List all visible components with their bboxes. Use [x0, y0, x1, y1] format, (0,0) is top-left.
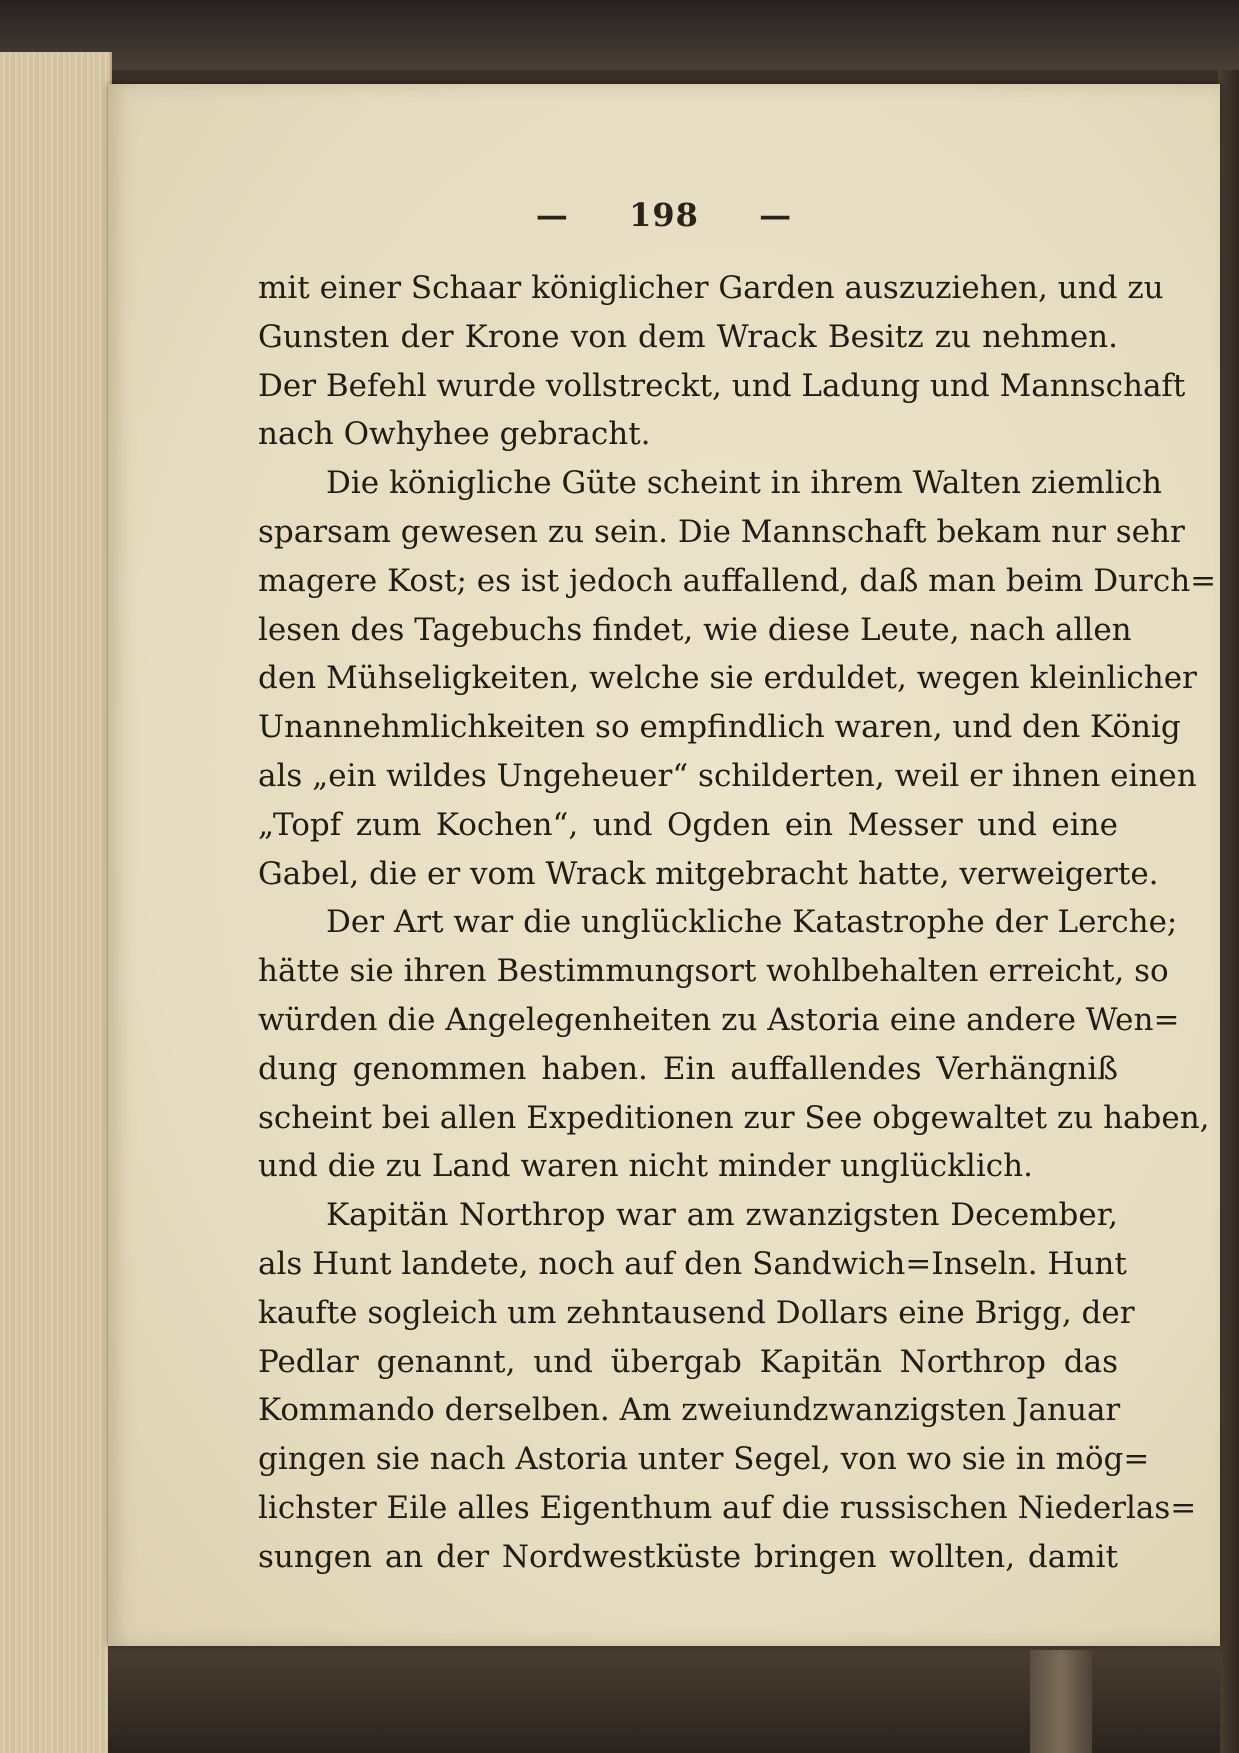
text-line: Der Art war die unglückliche Katastrophe der Lerche; — [326, 904, 1178, 941]
text-line: Unannehmlichkeiten so empfindlich waren, und den König — [258, 709, 1181, 746]
text-line: und die zu Land waren nicht minder unglücklich. — [258, 1148, 1033, 1185]
text-line: Kapitän Northrop war am zwanzigsten December, — [326, 1197, 1118, 1234]
text-line: nach Owhyhee gebracht. — [258, 416, 651, 453]
text-line: magere Kost; es ist jedoch auffallend, daß man beim Durch= — [258, 562, 1217, 599]
text-line: scheint bei allen Expeditionen zur See obgewaltet zu haben, — [258, 1099, 1210, 1136]
text-line: lichster Eile alles Eigenthum auf die russischen Niederlas= — [258, 1489, 1197, 1526]
cover-right-edge — [1218, 70, 1239, 1753]
text-line: lesen des Tagebuchs findet, wie diese Leute, nach allen — [258, 611, 1132, 648]
page-number: 198 — [629, 196, 699, 234]
text-line: sparsam gewesen zu sein. Die Mannschaft bekam nur sehr — [258, 513, 1185, 550]
book-cover-top — [0, 0, 1239, 70]
text-line: würden die Angelegenheiten zu Astoria eine andere Wen= — [258, 1001, 1180, 1038]
header-dash-right: — — [759, 196, 793, 234]
text-line: Gunsten der Krone von dem Wrack Besitz zu nehmen. — [258, 318, 1118, 355]
text-line: dung genommen haben. Ein auffallendes Verhängniß — [258, 1050, 1118, 1087]
text-line: kaufte sogleich um zehntausend Dollars eine Brigg, der — [258, 1294, 1135, 1331]
header-dash-left: — — [535, 196, 569, 234]
text-line: „Topf zum Kochen“, und Ogden ein Messer und eine — [258, 806, 1118, 843]
text-line: Kommando derselben. Am zweiundzwanzigsten Januar — [258, 1392, 1121, 1429]
text-line: Der Befehl wurde vollstreckt, und Ladung und Mannschaft — [258, 367, 1186, 404]
text-line: als „ein wildes Ungeheuer“ schilderten, weil er ihnen einen — [258, 757, 1197, 794]
text-line: Die königliche Güte scheint in ihrem Walten ziemlich — [326, 465, 1163, 502]
body-text — [258, 264, 1217, 1582]
bookmark-ribbon — [1030, 1650, 1092, 1753]
text-line: Pedlar genannt, und übergab Kapitän Northrop das — [258, 1343, 1118, 1380]
text-line: als Hunt landete, noch auf den Sandwich=Inseln. Hunt — [258, 1245, 1127, 1282]
text-line: gingen sie nach Astoria unter Segel, von wo sie in mög= — [258, 1441, 1150, 1478]
text-line: den Mühseligkeiten, welche sie erduldet, wegen kleinlicher — [258, 660, 1197, 697]
page-header — [108, 196, 1220, 246]
text-line: mit einer Schaar königlicher Garden auszuziehen, und zu — [258, 270, 1164, 306]
text-line: hätte sie ihren Bestimmungsort wohlbehalten erreicht, so — [258, 953, 1169, 990]
text-line: sungen an der Nordwestküste bringen wollten, damit — [258, 1538, 1118, 1575]
text-line: Gabel, die er vom Wrack mitgebracht hatte, verweigerte. — [258, 855, 1159, 892]
page-edges — [0, 52, 112, 1753]
